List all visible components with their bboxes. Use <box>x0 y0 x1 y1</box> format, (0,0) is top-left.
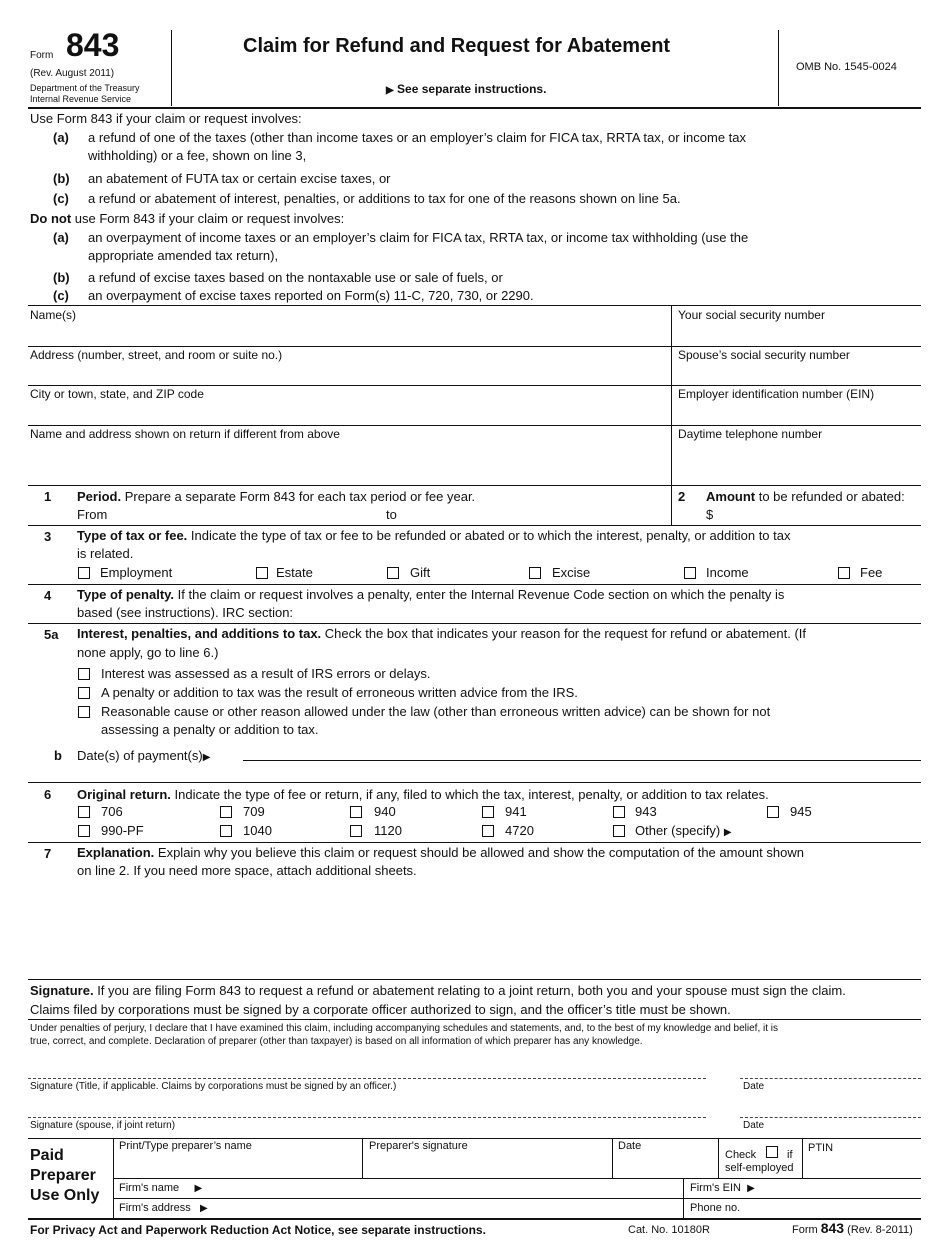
city-field[interactable]: City or town, state, and ZIP code <box>30 387 204 401</box>
item-text: a refund of one of the taxes (other than income taxes or an employer’s claim for FICA tax, RRTA tax, or income tax <box>88 130 747 145</box>
penalty-type-label: Type of penalty. If the claim or request involves a penalty, enter the Internal Revenue Code section on which the penalty is <box>77 587 785 602</box>
check-label: Check <box>725 1149 757 1161</box>
self-employed-label: self-employed <box>725 1162 794 1174</box>
date-label: Date <box>743 1081 765 1092</box>
perjury-statement: Under penalties of perjury, I declare that I have examined this claim, including accompanying schedules and statements, and, to the best of my knowledge and belief, it is <box>30 1023 779 1034</box>
checkbox-income[interactable] <box>684 567 696 579</box>
ptin-field[interactable]: PTIN <box>808 1142 834 1154</box>
checkbox-label: 1040 <box>243 823 272 838</box>
checkbox-label: Interest was assessed as a result of IRS errors or delays. <box>101 666 431 681</box>
checkbox-fee[interactable] <box>838 567 850 579</box>
checkbox-label-cont: assessing a penalty or addition to tax. <box>101 722 319 737</box>
instructions-note: ▶ See separate instructions. <box>386 82 547 96</box>
checkbox-estate[interactable] <box>256 567 268 579</box>
preparer-title: Paid <box>30 1147 64 1164</box>
checkbox-943[interactable] <box>613 806 625 818</box>
interest-penalties-label: Interest, penalties, and additions to tax. Check the box that indicates your reason for the request for refund or abatement. (If <box>77 626 807 641</box>
checkbox-941[interactable] <box>482 806 494 818</box>
period-label: Period. Prepare a separate Form 843 for each tax period or fee year. <box>77 489 476 504</box>
checkbox-label: 4720 <box>505 823 534 838</box>
signature-note: Signature. If you are filing Form 843 to request a refund or abatement relating to a joint return, both you and your spouse must sign the claim. <box>30 983 846 998</box>
irc-section-field[interactable]: based (see instructions). IRC section: <box>77 605 294 620</box>
checkbox-990pf[interactable] <box>78 825 90 837</box>
spouse-date-line[interactable] <box>740 1117 921 1118</box>
checkbox-1120[interactable] <box>350 825 362 837</box>
checkbox-employment[interactable] <box>78 567 90 579</box>
checkbox-940[interactable] <box>350 806 362 818</box>
revision-date: (Rev. August 2011) <box>30 68 115 79</box>
perjury-statement-cont: true, correct, and complete. Declaration of preparer (other than taxpayer) is based on all information of which preparer has any knowledge. <box>30 1036 643 1047</box>
period-from[interactable]: From <box>77 507 108 522</box>
checkbox-label: 943 <box>635 804 657 819</box>
agency: Internal Revenue Service <box>30 94 132 104</box>
signature-label: Signature (Title, if applicable. Claims by corporations must be signed by an officer.) <box>30 1081 397 1092</box>
checkbox-self-employed[interactable] <box>766 1146 778 1158</box>
item-text: an abatement of FUTA tax or certain excise taxes, or <box>88 171 391 186</box>
item-text: a refund of excise taxes based on the nontaxable use or sale of fuels, or <box>88 270 503 285</box>
interest-penalties-label-cont: none apply, go to line 6.) <box>77 645 219 660</box>
form-number: 843 <box>66 27 120 63</box>
checkbox-label: Reasonable cause or other reason allowed under the law (other than erroneous written advice) can be shown for not <box>101 704 771 719</box>
preparer-signature-field[interactable]: Preparer's signature <box>369 1140 468 1152</box>
firm-ein-field[interactable]: Firm's EIN ▶ <box>690 1182 755 1194</box>
date-line[interactable] <box>740 1078 921 1079</box>
checkbox-irs-errors[interactable] <box>78 668 90 680</box>
spouse-ssn-field[interactable]: Spouse’s social security number <box>678 348 850 362</box>
names-field[interactable]: Name(s) <box>30 308 77 322</box>
checkbox-label: 941 <box>505 804 527 819</box>
checkbox-706[interactable] <box>78 806 90 818</box>
firm-address-field[interactable]: Firm's address ▶ <box>119 1202 208 1214</box>
line-number: 5a <box>44 627 59 642</box>
checkbox-reasonable-cause[interactable] <box>78 706 90 718</box>
checkbox-label: Income <box>706 565 749 580</box>
checkbox-label: Estate <box>276 565 313 580</box>
alt-name-field[interactable]: Name and address shown on return if different from above <box>30 427 340 441</box>
item-text: a refund or abatement of interest, penalties, or additions to tax for one of the reasons shown on line 5a. <box>88 191 681 206</box>
signature-note-cont: Claims filed by corporations must be signed by a corporate officer authorized to sign, and the officer’s title must be shown. <box>30 1002 731 1017</box>
footer-form-id: Form 843 (Rev. 8-2011) <box>792 1220 913 1236</box>
arrow-right-icon: ▶ <box>723 827 732 838</box>
ein-field[interactable]: Employer identification number (EIN) <box>678 387 875 401</box>
arrow-right-icon: ▶ <box>386 85 394 96</box>
arrow-right-icon: ▶ <box>202 752 211 763</box>
item-letter: (b) <box>53 171 70 186</box>
item-text: an overpayment of income taxes or an employer’s claim for FICA tax, RRTA tax, or income tax withholding (use the <box>88 230 749 245</box>
item-letter: (a) <box>53 230 69 245</box>
checkbox-label: Excise <box>552 565 591 580</box>
privacy-notice: For Privacy Act and Paperwork Reduction Act Notice, see separate instructions. <box>30 1223 486 1237</box>
item-letter: (b) <box>53 270 70 285</box>
checkbox-945[interactable] <box>767 806 779 818</box>
line-number: 1 <box>44 489 52 504</box>
checkbox-other[interactable] <box>613 825 625 837</box>
line-number: 6 <box>44 787 52 802</box>
signature-line[interactable] <box>28 1078 706 1079</box>
explanation-label: Explanation. Explain why you believe this claim or request should be allowed and show the computation of the amount shown <box>77 845 804 860</box>
checkbox-label: A penalty or addition to tax was the result of erroneous written advice from the IRS. <box>101 685 578 700</box>
payment-dates-field[interactable] <box>243 760 921 761</box>
preparer-title: Preparer <box>30 1167 96 1184</box>
payment-dates-label: Date(s) of payment(s)▶ <box>77 748 211 763</box>
arrow-right-icon: ▶ <box>194 1183 203 1194</box>
item-letter: (c) <box>53 191 69 206</box>
arrow-right-icon: ▶ <box>199 1203 208 1214</box>
do-not-line: Do not use Form 843 if your claim or request involves: <box>30 211 345 226</box>
checkbox-label: 706 <box>101 804 123 819</box>
checkbox-709[interactable] <box>220 806 232 818</box>
amount-label: Amount to be refunded or abated: <box>706 489 905 504</box>
omb-number: OMB No. 1545-0024 <box>796 61 897 73</box>
item-text: appropriate amended tax return), <box>88 248 279 263</box>
firm-name-field[interactable]: Firm's name ▶ <box>119 1182 203 1194</box>
department: Department of the Treasury <box>30 83 140 93</box>
explanation-field[interactable] <box>77 882 921 978</box>
line-number: 2 <box>678 489 686 504</box>
date-label: Date <box>743 1120 765 1131</box>
checkbox-label: 945 <box>790 804 812 819</box>
preparer-name-field[interactable]: Print/Type preparer’s name <box>119 1140 252 1152</box>
phone-field[interactable]: Phone no. <box>690 1202 741 1214</box>
checkbox-erroneous-advice[interactable] <box>78 687 90 699</box>
spouse-signature-line[interactable] <box>28 1117 706 1118</box>
line-number: 3 <box>44 529 52 544</box>
line-number: 4 <box>44 588 52 603</box>
ssn-field[interactable]: Your social security number <box>678 308 825 322</box>
checkbox-4720[interactable] <box>482 825 494 837</box>
use-line: Use Form 843 if your claim or request involves: <box>30 111 302 126</box>
explanation-label-cont: on line 2. If you need more space, attach additional sheets. <box>77 863 417 878</box>
preparer-title: Use Only <box>30 1187 100 1204</box>
checkbox-label: 990-PF <box>101 823 144 838</box>
checkbox-excise[interactable] <box>529 567 541 579</box>
checkbox-label: 709 <box>243 804 265 819</box>
line-number: 7 <box>44 846 52 861</box>
item-text: withholding) or a fee, shown on line 3, <box>88 148 307 163</box>
checkbox-label: 940 <box>374 804 396 819</box>
form-word: Form <box>30 50 54 61</box>
spouse-signature-label: Signature (spouse, if joint return) <box>30 1120 176 1131</box>
arrow-right-icon: ▶ <box>747 1183 755 1194</box>
checkbox-gift[interactable] <box>387 567 399 579</box>
address-field[interactable]: Address (number, street, and room or suite no.) <box>30 348 283 362</box>
item-letter: (a) <box>53 130 69 145</box>
tax-type-label: Type of tax or fee. Indicate the type of tax or fee to be refunded or abated or to which the interest, penalty, or addition to tax <box>77 528 791 543</box>
preparer-date-field[interactable]: Date <box>618 1140 642 1152</box>
line-number: b <box>54 748 62 763</box>
amount-field[interactable]: $ <box>706 507 714 522</box>
checkbox-1040[interactable] <box>220 825 232 837</box>
tax-type-label-cont: is related. <box>77 546 134 561</box>
phone-field[interactable]: Daytime telephone number <box>678 427 823 441</box>
checkbox-label: Gift <box>410 565 431 580</box>
checkbox-label: Employment <box>100 565 173 580</box>
original-return-label: Original return. Indicate the type of fee or return, if any, filed to which the tax, interest, penalty, or addition to tax relates. <box>77 787 769 802</box>
item-letter: (c) <box>53 288 69 303</box>
period-to[interactable]: to <box>386 507 397 522</box>
checkbox-label: 1120 <box>374 823 402 838</box>
item-text: an overpayment of excise taxes reported on Form(s) 11-C, 720, 730, or 2290. <box>88 288 534 303</box>
form-title: Claim for Refund and Request for Abatement <box>243 35 671 57</box>
catalog-number: Cat. No. 10180R <box>628 1224 710 1236</box>
checkbox-label: Other (specify) ▶ <box>635 823 732 838</box>
checkbox-label: Fee <box>860 565 883 580</box>
if-label: if <box>787 1149 793 1161</box>
